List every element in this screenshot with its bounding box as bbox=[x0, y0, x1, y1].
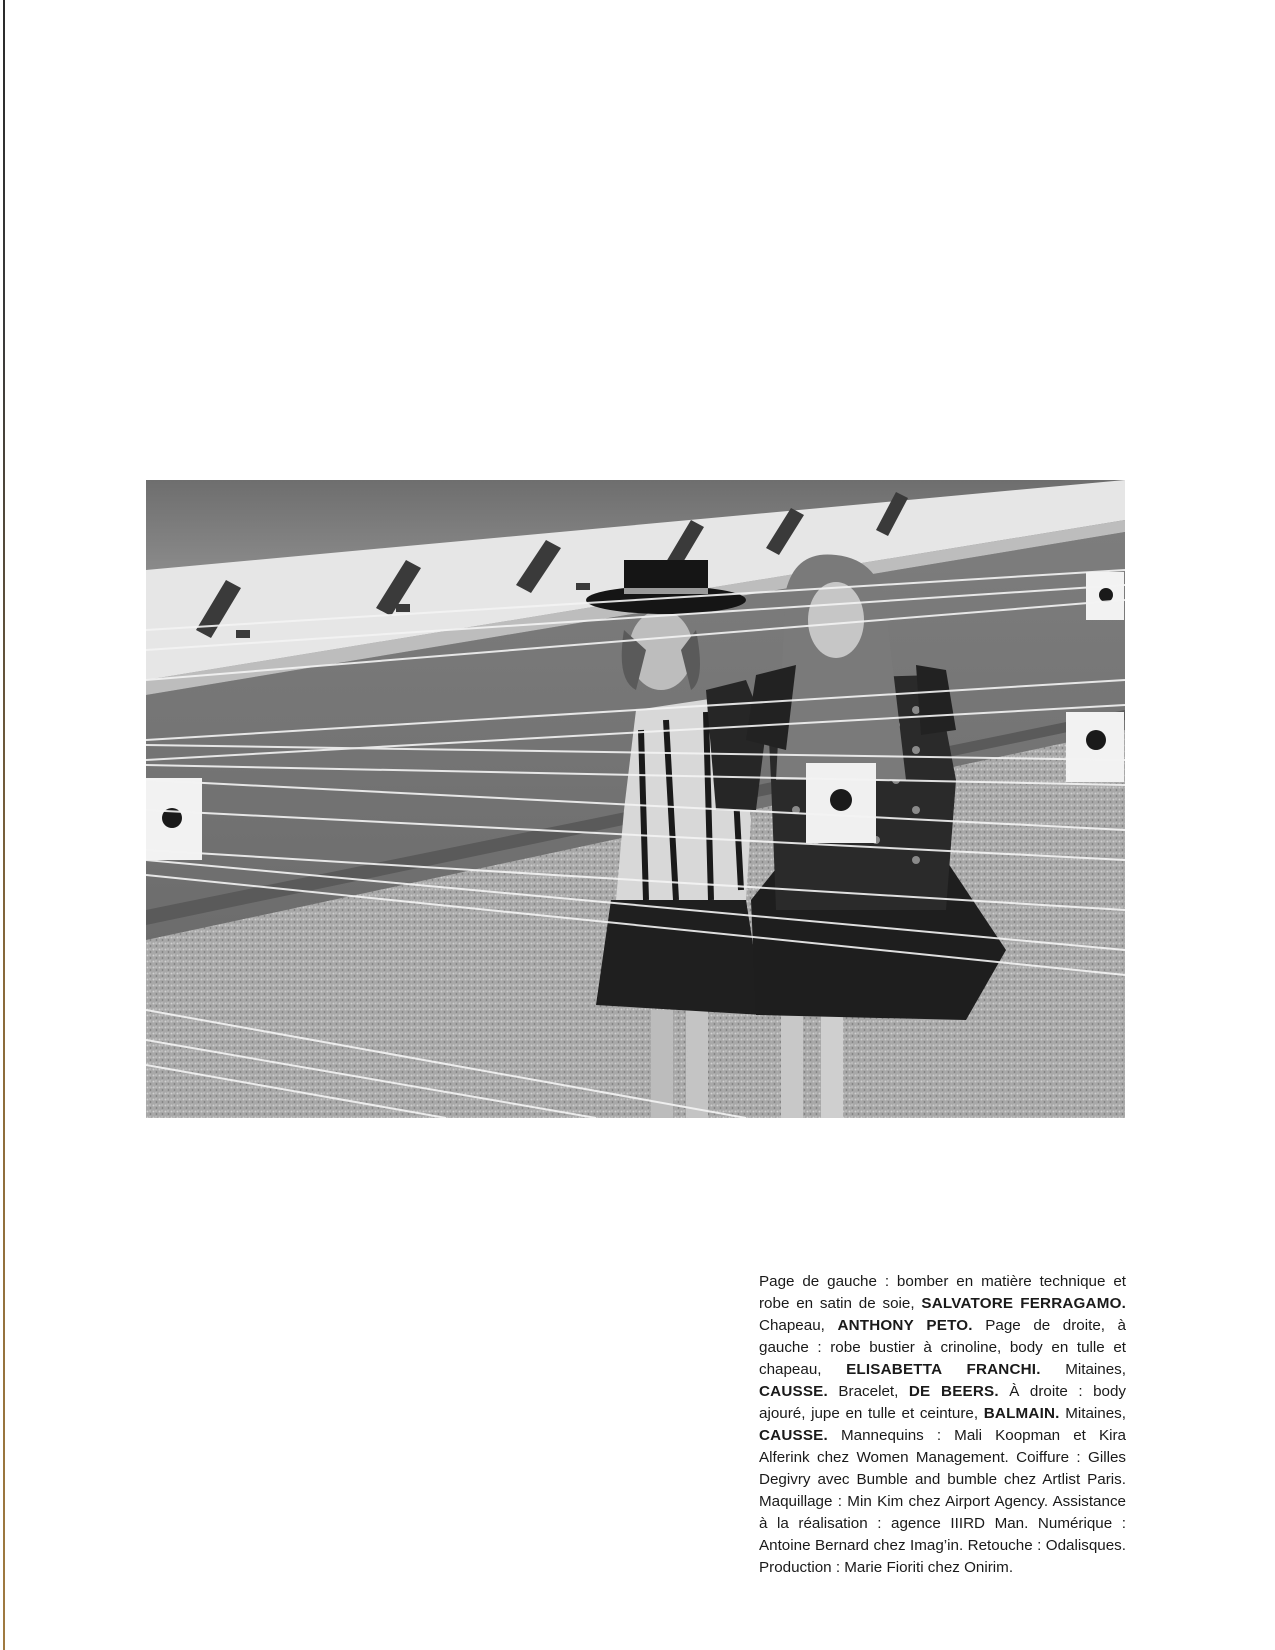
caption-text: Page de gauche : bomber en matière technique et robe en satin de soie, bbox=[759, 1273, 1126, 1312]
photo-credits-caption bbox=[759, 1271, 1126, 1579]
caption-text: Mitaines, bbox=[1040, 1361, 1126, 1378]
fashion-photo bbox=[146, 480, 1125, 1118]
caption-text: Chapeau, bbox=[759, 1317, 838, 1334]
brand-name: CAUSSE. bbox=[759, 1427, 828, 1444]
brand-name: BALMAIN. bbox=[983, 1405, 1060, 1422]
caption-text: Page de droite, à gauche : robe bustier à crinoline, body en tulle et chapeau, bbox=[759, 1317, 1126, 1378]
caption-text: Bracelet, bbox=[827, 1383, 909, 1400]
brand-name: ELISABETTA FRANCHI. bbox=[846, 1361, 1041, 1378]
caption-text: À droite : body ajouré, jupe en tulle et ceinture, bbox=[759, 1383, 1127, 1422]
caption-text: Mitaines, bbox=[1059, 1405, 1127, 1422]
page-gutter-line bbox=[3, 0, 5, 1650]
brand-name: CAUSSE. bbox=[759, 1383, 828, 1400]
brand-name: DE BEERS. bbox=[908, 1383, 999, 1400]
shooting-range-photo-icon bbox=[146, 480, 1125, 1118]
brand-name: ANTHONY PETO. bbox=[837, 1317, 973, 1334]
caption-text: Mannequins : Mali Koopman et Kira Alferink chez Women Management. Coiffure : Gilles Degivry avec Bumble and bumble chez Artlist Paris. Maquillage : Min Kim chez Airport Agency. Assistance à la réalisation : agence IIIRD Man. Numérique : Antoine Bernard chez Imag’in. Retouche : Odalisques. Production : Marie Fioriti chez Onirim. bbox=[759, 1427, 1126, 1576]
brand-name: SALVATORE FERRAGAMO. bbox=[921, 1295, 1126, 1312]
